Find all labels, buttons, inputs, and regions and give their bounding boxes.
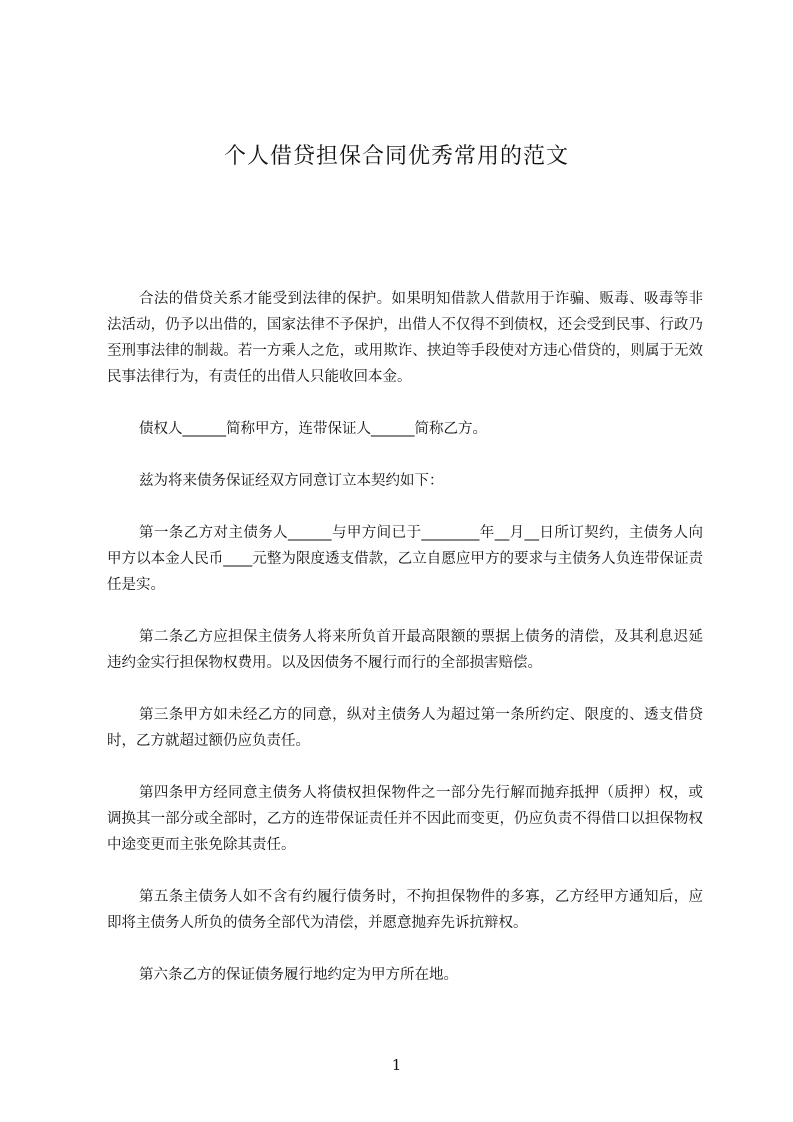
document-title: 个人借贷担保合同优秀常用的范文	[223, 144, 569, 169]
document-body	[107, 286, 703, 988]
paragraph-intro: 合法的借贷关系才能受到法律的保护。如果明知借款人借款用于诈骗、贩毒、吸毒等非法活动，仍予以出借的，国家法律不予保护，出借人不仅得不到债权，还会受到民事、行政乃至刑事法律的制裁。若一方乘人之危，或用欺诈、挟迫等手段使对方违心借贷的，则属于无效民事法律行为，有责任的出借人只能收回本金。	[107, 291, 703, 385]
paragraph-article-3: 第三条甲方如未经乙方的同意，纵对主债务人为超过第一条所约定、限度的、透支借贷时，乙方就超过额仍应负责任。	[107, 707, 703, 749]
page-number: 1	[391, 1056, 402, 1074]
paragraph-article-1: 第一条乙方对主债务人______与甲方间已于________年__月__日所订契约，主债务人向甲方以本金人民币____元整为限度透支借款，乙立自愿应甲方的要求与主债务人负连带保证责任是实。	[107, 525, 703, 593]
paragraph-article-6: 第六条乙方的保证债务履行地约定为甲方所在地。	[139, 967, 458, 983]
paragraph-article-2: 第二条乙方应担保主债务人将来所负首开最高限额的票据上债务的清偿，及其利息迟延违约金实行担保物权费用。以及因债务不履行而行的全部损害赔偿。	[107, 629, 703, 671]
paragraph-parties: 债权人______简称甲方，连带保证人______简称乙方。	[139, 421, 487, 437]
paragraph-article-5: 第五条主债务人如不含有约履行债务时，不拘担保物件的多寡，乙方经甲方通知后，应即将主债务人所负的债务全部代为清偿，并愿意抛弃先诉抗辩权。	[107, 889, 703, 931]
paragraph-agreement: 兹为将来债务保证经双方同意订立本契约如下：	[139, 473, 444, 489]
paragraph-article-4: 第四条甲方经同意主债务人将债权担保物件之一部分先行解而抛弃抵押（质押）权，或调换其一部分或全部时，乙方的连带保证责任并不因此而变更，仍应负责不得借口以担保物权中途变更而主张免除其责任。	[107, 785, 703, 853]
